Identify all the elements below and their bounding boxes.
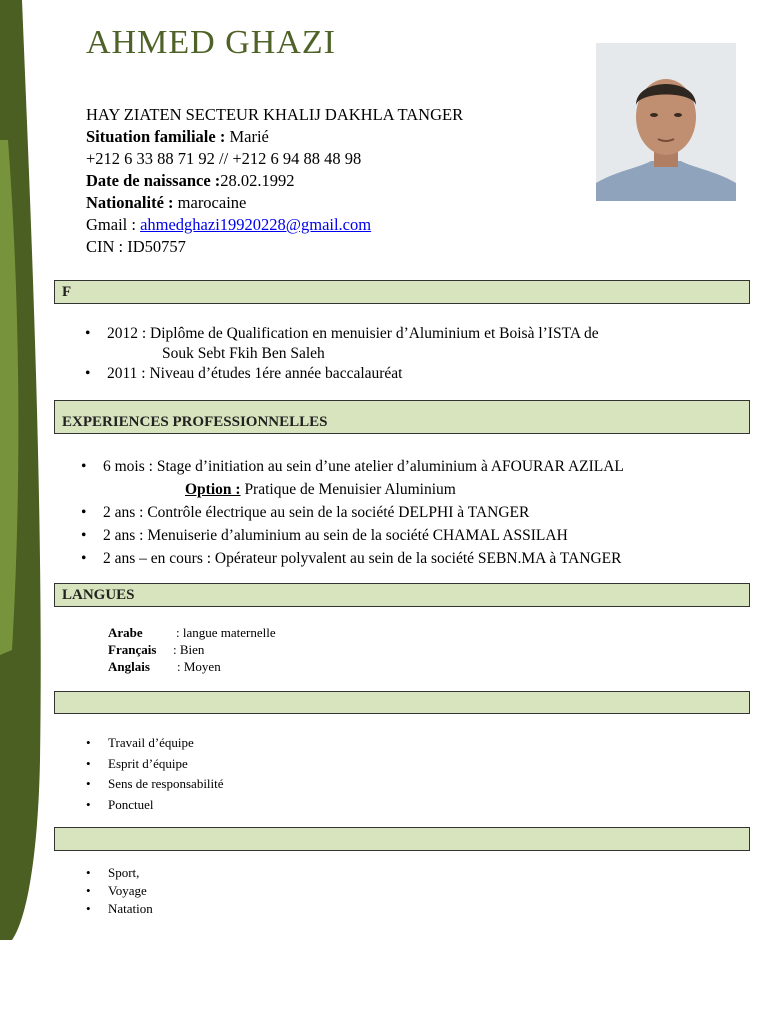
list-item: • Travail d’équipe bbox=[108, 733, 224, 754]
green-stripe-decoration bbox=[0, 0, 80, 1024]
language-row: Anglais : Moyen bbox=[108, 659, 221, 674]
address: HAY ZIATEN SECTEUR KHALIJ DAKHLA TANGER bbox=[86, 105, 464, 124]
qualities-list bbox=[108, 733, 224, 815]
experiences-list bbox=[103, 455, 624, 570]
section-header-langues: LANGUES bbox=[54, 583, 750, 607]
list-item: • Sens de responsabilité bbox=[108, 774, 224, 795]
list-item: • Voyage bbox=[108, 882, 153, 900]
birth-date: Date de naissance :28.02.1992 bbox=[86, 171, 295, 190]
phone: +212 6 33 88 71 92 // +212 6 94 88 48 98 bbox=[86, 149, 362, 168]
list-item: • Esprit d’équipe bbox=[108, 754, 224, 775]
contact-block bbox=[86, 104, 463, 258]
list-item: • Sport, bbox=[108, 864, 153, 882]
list-item: • 2 ans – en cours : Opérateur polyvalent au sein de la société SEBN.MA à TANGER bbox=[103, 547, 624, 570]
languages-list bbox=[108, 624, 276, 675]
candidate-name: AHMED GHAZI bbox=[86, 24, 336, 61]
gmail: Gmail : ahmedghazi19920228@gmail.com bbox=[86, 215, 372, 234]
email-link[interactable]: ahmedghazi19920228@gmail.com bbox=[140, 215, 372, 234]
list-item: • 2011 : Niveau d’études 1ére année baccalauréat bbox=[107, 364, 599, 384]
nationality: Nationalité : marocaine bbox=[86, 193, 247, 212]
list-item: • 2 ans : Contrôle électrique au sein de la société DELPHI à TANGER bbox=[103, 501, 624, 524]
section-header-experiences: EXPERIENCES PROFESSIONNELLES bbox=[54, 400, 750, 434]
list-item: • 6 mois : Stage d’initiation au sein d’une atelier d’aluminium à AFOURAR AZILAL Option : Pratique de Menuisier Aluminium bbox=[103, 455, 624, 501]
section-header-qualites bbox=[54, 691, 750, 714]
profile-photo bbox=[596, 43, 736, 201]
language-row: Arabe : langue maternelle bbox=[108, 625, 276, 640]
family-status: Situation familiale : Marié bbox=[86, 127, 269, 146]
list-item: • 2 ans : Menuiserie d’aluminium au sein de la société CHAMAL ASSILAH bbox=[103, 524, 624, 547]
list-item: • Ponctuel bbox=[108, 795, 224, 816]
list-item: • 2012 : Diplôme de Qualification en menuisier d’Aluminium et Boisà l’ISTA de Souk Sebt Fkih Ben Saleh bbox=[107, 324, 599, 364]
cin: CIN : ID50757 bbox=[86, 237, 186, 256]
section-header-formation: F bbox=[54, 280, 750, 304]
list-item: • Natation bbox=[108, 900, 153, 918]
section-header-loisirs bbox=[54, 827, 750, 851]
hobbies-list bbox=[108, 864, 153, 918]
formation-list bbox=[107, 324, 599, 384]
language-row: Français : Bien bbox=[108, 642, 205, 657]
